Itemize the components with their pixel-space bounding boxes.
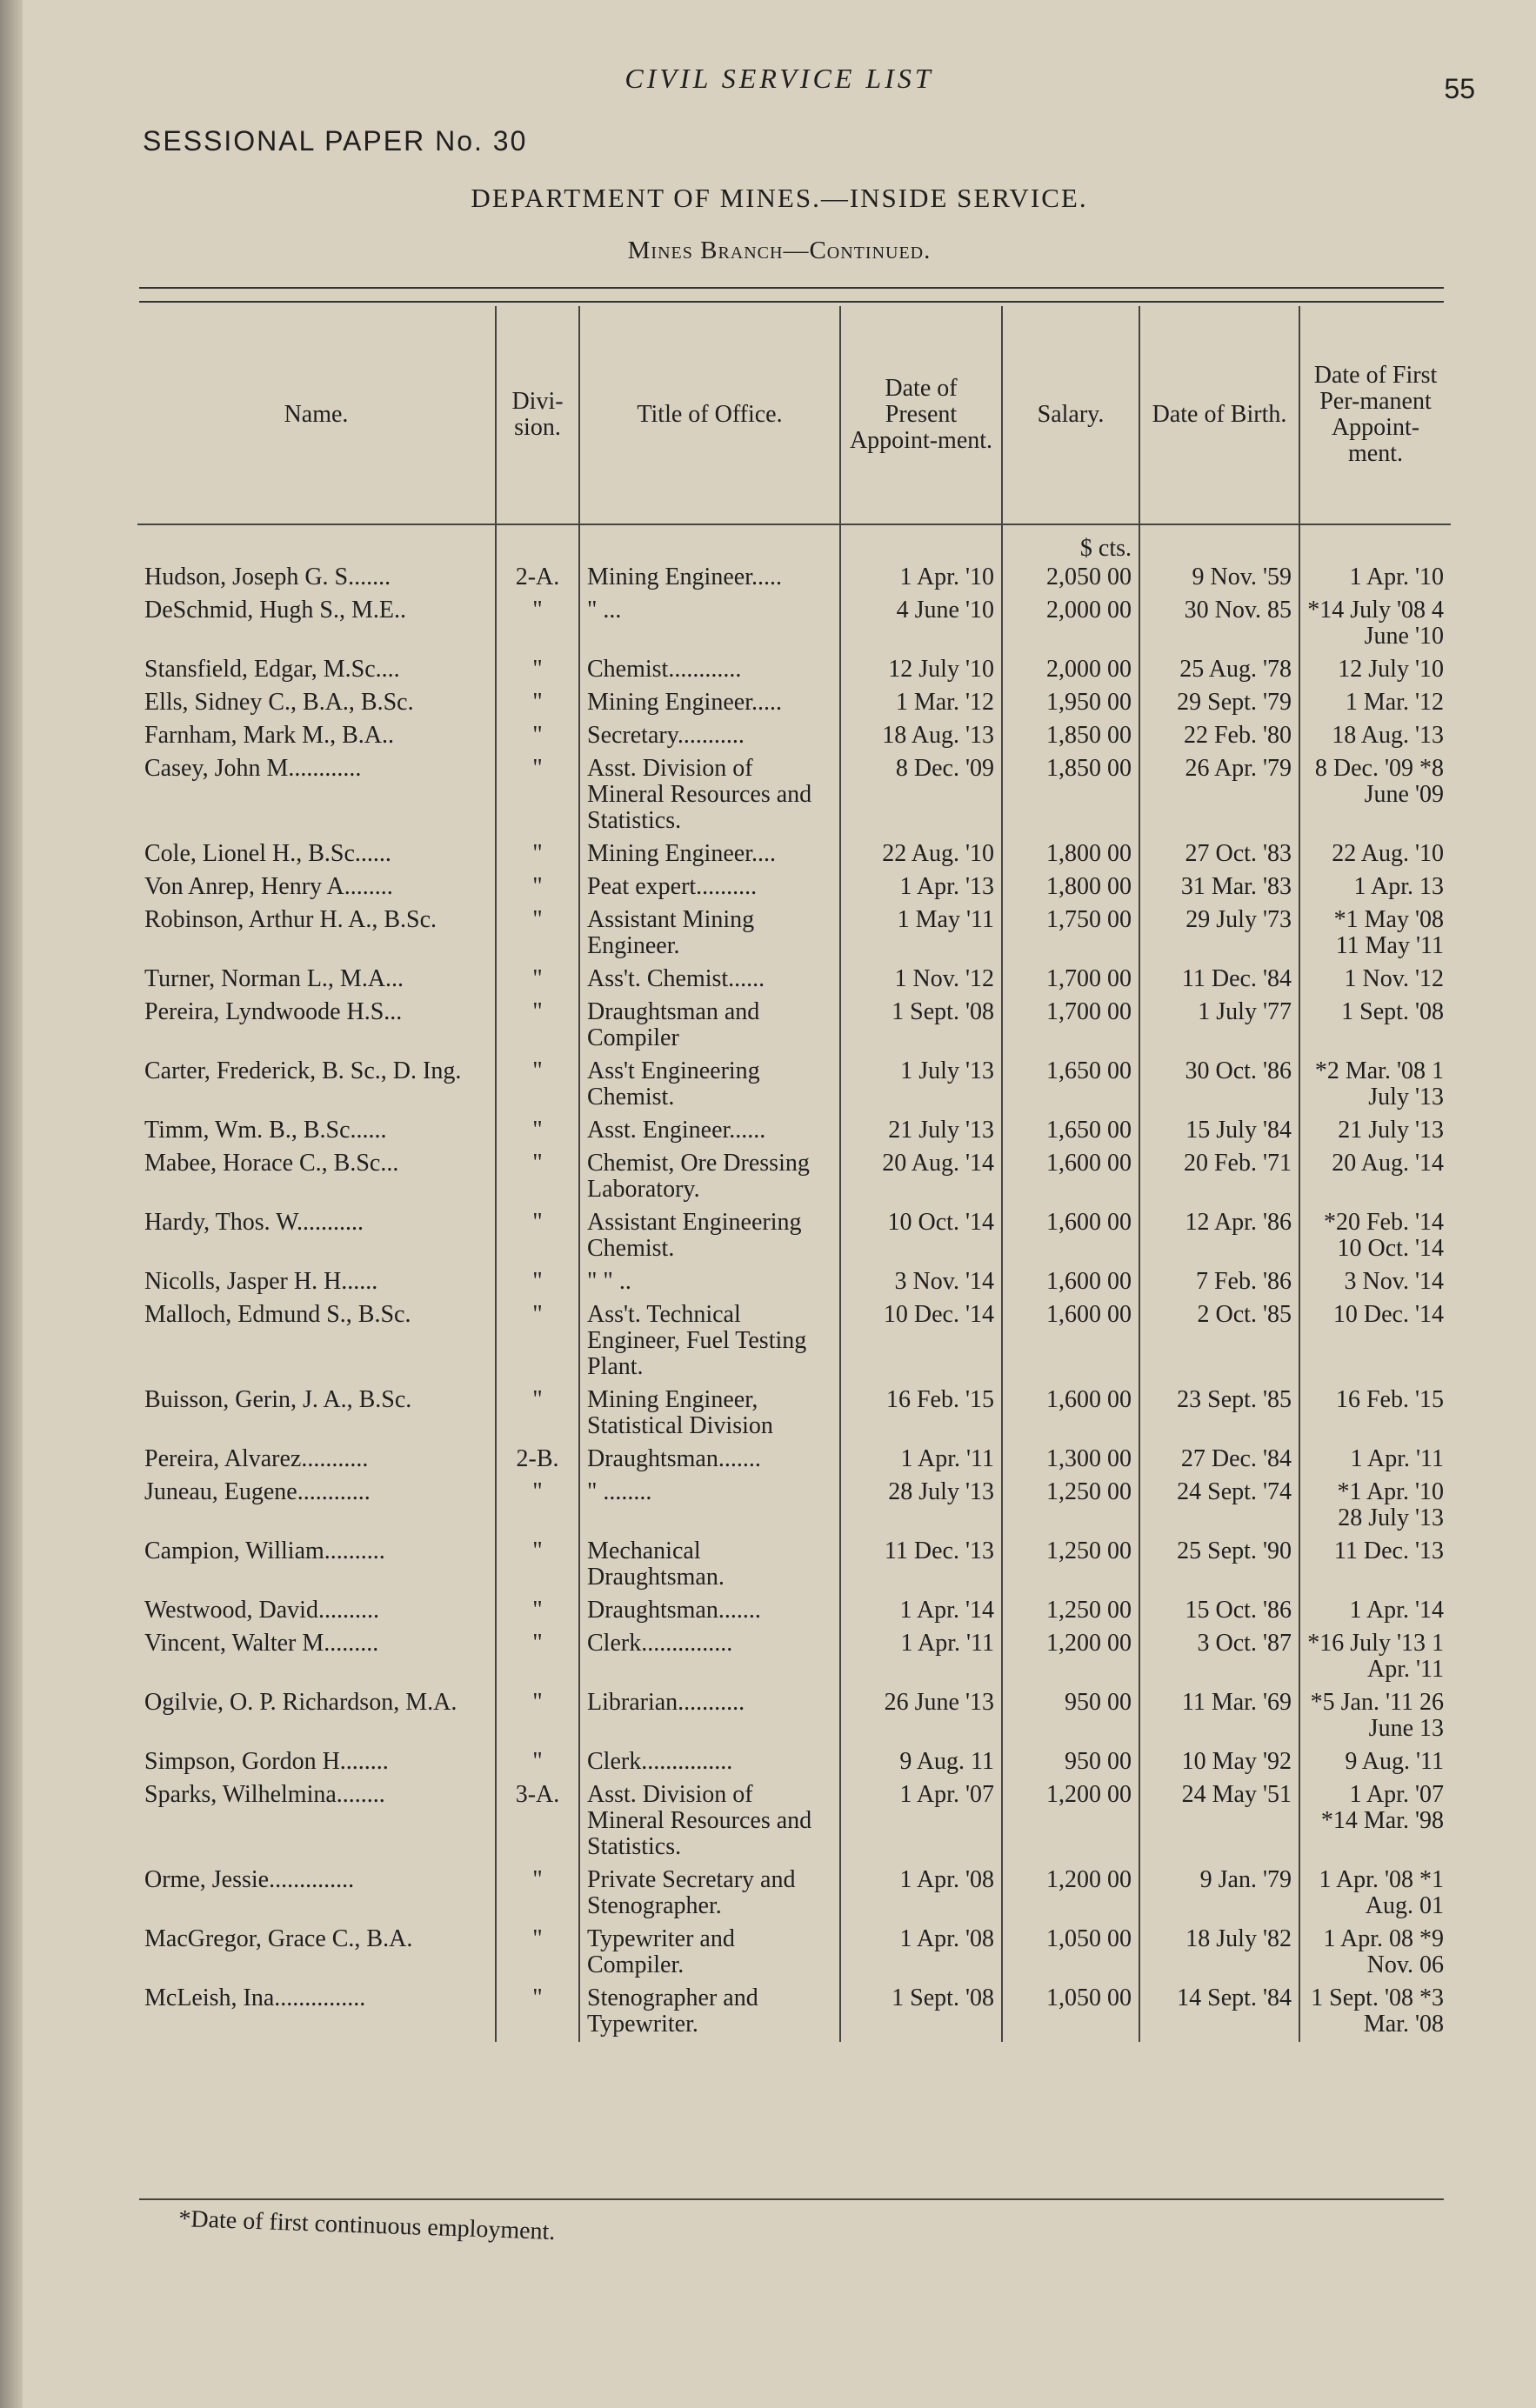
cell-division: " [496, 1595, 579, 1628]
table-row [137, 1595, 1451, 1628]
cell-date-present: 1 Apr. '08 [840, 1924, 1002, 1983]
cell-date-present: 1 Apr. '10 [840, 562, 1002, 595]
cell-date-birth: 10 May '92 [1139, 1746, 1299, 1779]
table-row [137, 720, 1451, 753]
cell-division: " [496, 595, 579, 654]
service-list-table-wrap [137, 306, 1451, 2219]
page-number: 55 [1444, 73, 1475, 104]
cell-first-appointment: 1 Apr. '11 [1299, 1444, 1451, 1477]
cell-title: Secretary........... [579, 720, 840, 753]
cell-date-birth: 30 Oct. '86 [1139, 1056, 1299, 1115]
cell-division: " [496, 720, 579, 753]
table-row [137, 1628, 1451, 1687]
cell-name: MacGregor, Grace C., B.A. [144, 1925, 413, 1952]
cell-name: Vincent, Walter M......... [144, 1630, 379, 1657]
cell-date-present: 1 Sept. '08 [840, 997, 1002, 1056]
cell-date-present: 1 July '13 [840, 1056, 1002, 1115]
cell-date-present: 1 Nov. '12 [840, 964, 1002, 997]
cell-title: " ........ [579, 1477, 840, 1536]
cell-division: " [496, 687, 579, 720]
cell-title: " ... [579, 595, 840, 654]
cell-first-appointment: 3 Nov. '14 [1299, 1266, 1451, 1299]
cell-first-appointment: 1 Apr. 13 [1299, 871, 1451, 904]
cell-name: DeSchmid, Hugh S., M.E.. [144, 597, 406, 624]
cell-name: Orme, Jessie.............. [144, 1866, 355, 1893]
cell-name: Nicolls, Jasper H. H...... [144, 1268, 378, 1295]
cell-division: " [496, 1148, 579, 1207]
cell-name: Mabee, Horace C., B.Sc... [144, 1150, 399, 1177]
cell-salary: 1,200 00 [1002, 1864, 1139, 1924]
table-row [137, 1477, 1451, 1536]
cell-division: " [496, 838, 579, 871]
cell-name: Pereira, Lyndwoode H.S... [144, 998, 403, 1025]
table-row [137, 1687, 1451, 1746]
cell-date-present: 1 Apr. '11 [840, 1628, 1002, 1687]
cell-name: Cole, Lionel H., B.Sc...... [144, 840, 391, 867]
cell-date-birth: 22 Feb. '80 [1139, 720, 1299, 753]
cell-salary: 1,200 00 [1002, 1779, 1139, 1864]
cell-date-birth: 25 Aug. '78 [1139, 654, 1299, 687]
cell-date-birth: 30 Nov. 85 [1139, 595, 1299, 654]
table-row [137, 1148, 1451, 1207]
cell-salary: 950 00 [1002, 1687, 1139, 1746]
table-row [137, 904, 1451, 964]
cell-first-appointment: 21 July '13 [1299, 1115, 1451, 1148]
cell-first-appointment: *14 July '08 4 June '10 [1299, 595, 1451, 654]
cell-first-appointment: 10 Dec. '14 [1299, 1299, 1451, 1384]
cell-title: Chemist............ [579, 654, 840, 687]
cell-first-appointment: 1 Sept. '08 [1299, 997, 1451, 1056]
cell-salary: 1,800 00 [1002, 871, 1139, 904]
cell-salary: 1,950 00 [1002, 687, 1139, 720]
cell-division: " [496, 1536, 579, 1595]
cell-name: Carter, Frederick, B. Sc., D. Ing. [144, 1057, 462, 1084]
cell-date-birth: 25 Sept. '90 [1139, 1536, 1299, 1595]
cell-division: " [496, 1056, 579, 1115]
running-title: CIVIL SERVICE LIST [624, 63, 934, 94]
cell-salary: 1,650 00 [1002, 1056, 1139, 1115]
cell-title: Clerk............... [579, 1746, 840, 1779]
cell-salary: 2,000 00 [1002, 595, 1139, 654]
cell-date-present: 11 Dec. '13 [840, 1536, 1002, 1595]
cell-first-appointment: *1 May '08 11 May '11 [1299, 904, 1451, 964]
cell-title: Mechanical Draughtsman. [579, 1536, 840, 1595]
cell-title: Draughtsman....... [579, 1444, 840, 1477]
cell-name: Robinson, Arthur H. A., B.Sc. [144, 906, 437, 933]
cell-date-present: 28 July '13 [840, 1477, 1002, 1536]
cell-salary: 950 00 [1002, 1746, 1139, 1779]
cell-title: Mining Engineer, Statistical Division [579, 1384, 840, 1444]
cell-division: " [496, 904, 579, 964]
service-list-table [137, 306, 1451, 2042]
cell-date-birth: 31 Mar. '83 [1139, 871, 1299, 904]
cell-salary: 1,600 00 [1002, 1384, 1139, 1444]
cell-division: " [496, 1983, 579, 2042]
cell-first-appointment: *1 Apr. '10 28 July '13 [1299, 1477, 1451, 1536]
cell-division: " [496, 1687, 579, 1746]
cell-name: Simpson, Gordon H........ [144, 1748, 389, 1775]
cell-first-appointment: 18 Aug. '13 [1299, 720, 1451, 753]
table-row [137, 1207, 1451, 1266]
cell-title: Stenographer and Typewriter. [579, 1983, 840, 2042]
cell-name: Hudson, Joseph G. S....... [144, 564, 391, 590]
cell-date-birth: 27 Oct. '83 [1139, 838, 1299, 871]
cell-salary: 1,800 00 [1002, 838, 1139, 871]
cell-name: McLeish, Ina............... [144, 1984, 366, 2011]
cell-date-present: 12 July '10 [840, 654, 1002, 687]
cell-date-birth: 1 July '77 [1139, 997, 1299, 1056]
cell-name: Timm, Wm. B., B.Sc...... [144, 1117, 387, 1144]
cell-title: Librarian........... [579, 1687, 840, 1746]
cell-date-birth: 29 Sept. '79 [1139, 687, 1299, 720]
table-row [137, 1779, 1451, 1864]
cell-first-appointment: *2 Mar. '08 1 July '13 [1299, 1056, 1451, 1115]
cell-name: Von Anrep, Henry A........ [144, 873, 393, 900]
cell-first-appointment: 1 Apr. '08 *1 Aug. 01 [1299, 1864, 1451, 1924]
cell-division: " [496, 1864, 579, 1924]
cell-date-present: 20 Aug. '14 [840, 1148, 1002, 1207]
cell-division: " [496, 1207, 579, 1266]
cell-division: " [496, 871, 579, 904]
cell-name: Sparks, Wilhelmina........ [144, 1781, 385, 1808]
cell-date-birth: 3 Oct. '87 [1139, 1628, 1299, 1687]
table-row [137, 1444, 1451, 1477]
cell-title: Peat expert.......... [579, 871, 840, 904]
table-top-rule [139, 287, 1444, 289]
cell-name: Ogilvie, O. P. Richardson, M.A. [144, 1689, 457, 1716]
cell-title: Mining Engineer..... [579, 687, 840, 720]
cell-date-birth: 11 Dec. '84 [1139, 964, 1299, 997]
cell-name: Casey, John M............ [144, 755, 362, 782]
cell-date-present: 1 Apr. '11 [840, 1444, 1002, 1477]
cell-date-present: 1 May '11 [840, 904, 1002, 964]
document-page [23, 0, 1536, 2408]
cell-name: Turner, Norman L., M.A... [144, 965, 404, 992]
cell-date-present: 22 Aug. '10 [840, 838, 1002, 871]
cell-division: " [496, 997, 579, 1056]
salary-unit-row [137, 524, 1451, 562]
cell-date-birth: 24 Sept. '74 [1139, 1477, 1299, 1536]
cell-first-appointment: 1 Apr. '10 [1299, 562, 1451, 595]
cell-salary: 1,750 00 [1002, 904, 1139, 964]
table-body [137, 524, 1451, 2042]
cell-date-birth: 18 July '82 [1139, 1924, 1299, 1983]
cell-first-appointment: 8 Dec. '09 *8 June '09 [1299, 753, 1451, 838]
cell-salary: 2,000 00 [1002, 654, 1139, 687]
sessional-paper-label: SESSIONAL PAPER No. 30 [143, 125, 528, 157]
cell-first-appointment: 1 Apr. '14 [1299, 1595, 1451, 1628]
table-row [137, 997, 1451, 1056]
cell-date-present: 1 Apr. '07 [840, 1779, 1002, 1864]
cell-name: Stansfield, Edgar, M.Sc.... [144, 656, 400, 683]
cell-name: Juneau, Eugene............ [144, 1478, 371, 1505]
table-row [137, 1983, 1451, 2042]
table-row [137, 1266, 1451, 1299]
table-top-rule-2 [139, 301, 1444, 303]
cell-salary: 1,200 00 [1002, 1628, 1139, 1687]
cell-salary: 2,050 00 [1002, 562, 1139, 595]
cell-first-appointment: *5 Jan. '11 26 June 13 [1299, 1687, 1451, 1746]
table-row [137, 871, 1451, 904]
table-row [137, 1924, 1451, 1983]
cell-salary: 1,600 00 [1002, 1299, 1139, 1384]
page-binding-edge [0, 0, 23, 2408]
cell-first-appointment: 1 Apr. 08 *9 Nov. 06 [1299, 1924, 1451, 1983]
cell-first-appointment: 20 Aug. '14 [1299, 1148, 1451, 1207]
cell-first-appointment: 12 July '10 [1299, 654, 1451, 687]
department-heading: DEPARTMENT OF MINES.—INSIDE SERVICE. [471, 183, 1088, 213]
cell-title: Asst. Engineer...... [579, 1115, 840, 1148]
cell-date-present: 1 Apr. '14 [840, 1595, 1002, 1628]
cell-salary: 1,250 00 [1002, 1595, 1139, 1628]
cell-first-appointment: 9 Aug. '11 [1299, 1746, 1451, 1779]
cell-first-appointment: 22 Aug. '10 [1299, 838, 1451, 871]
cell-first-appointment: 1 Nov. '12 [1299, 964, 1451, 997]
cell-salary: 1,300 00 [1002, 1444, 1139, 1477]
cell-date-birth: 27 Dec. '84 [1139, 1444, 1299, 1477]
cell-date-birth: 23 Sept. '85 [1139, 1384, 1299, 1444]
cell-salary: 1,700 00 [1002, 997, 1139, 1056]
cell-title: Draughtsman....... [579, 1595, 840, 1628]
cell-first-appointment: 1 Apr. '07 *14 Mar. '98 [1299, 1779, 1451, 1864]
cell-division: " [496, 1746, 579, 1779]
cell-title: Asst. Division of Mineral Resources and Statistics. [579, 753, 840, 838]
cell-date-present: 16 Feb. '15 [840, 1384, 1002, 1444]
cell-salary: 1,650 00 [1002, 1115, 1139, 1148]
cell-title: Private Secretary and Stenographer. [579, 1864, 840, 1924]
table-row [137, 687, 1451, 720]
cell-salary: 1,600 00 [1002, 1148, 1139, 1207]
cell-name: Campion, William.......... [144, 1538, 385, 1564]
cell-date-present: 1 Sept. '08 [840, 1983, 1002, 2042]
cell-first-appointment: 16 Feb. '15 [1299, 1384, 1451, 1444]
cell-salary: 1,050 00 [1002, 1924, 1139, 1983]
cell-date-present: 4 June '10 [840, 595, 1002, 654]
cell-salary: 1,850 00 [1002, 753, 1139, 838]
cell-date-birth: 14 Sept. '84 [1139, 1983, 1299, 2042]
cell-date-birth: 29 July '73 [1139, 904, 1299, 964]
cell-salary: 1,850 00 [1002, 720, 1139, 753]
cell-salary: 1,050 00 [1002, 1983, 1139, 2042]
table-row [137, 753, 1451, 838]
cell-division: 3-A. [496, 1779, 579, 1864]
cell-salary: 1,700 00 [1002, 964, 1139, 997]
cell-title: Ass't. Chemist...... [579, 964, 840, 997]
cell-title: Assistant Mining Engineer. [579, 904, 840, 964]
cell-date-birth: 24 May '51 [1139, 1779, 1299, 1864]
cell-division: 2-A. [496, 562, 579, 595]
cell-division: " [496, 654, 579, 687]
cell-date-birth: 9 Nov. '59 [1139, 562, 1299, 595]
cell-title: Chemist, Ore Dressing Laboratory. [579, 1148, 840, 1207]
cell-title: Assistant Engineering Chemist. [579, 1207, 840, 1266]
header-salary: Salary. [1002, 306, 1139, 524]
cell-date-present: 9 Aug. 11 [840, 1746, 1002, 1779]
salary-unit: $ cts. [1002, 524, 1139, 562]
cell-division: " [496, 1299, 579, 1384]
cell-date-birth: 2 Oct. '85 [1139, 1299, 1299, 1384]
cell-date-present: 3 Nov. '14 [840, 1266, 1002, 1299]
cell-date-birth: 9 Jan. '79 [1139, 1864, 1299, 1924]
table-row [137, 654, 1451, 687]
cell-first-appointment: 11 Dec. '13 [1299, 1536, 1451, 1595]
cell-division: " [496, 1924, 579, 1983]
cell-title: Clerk............... [579, 1628, 840, 1687]
cell-date-birth: 11 Mar. '69 [1139, 1687, 1299, 1746]
header-row [137, 306, 1451, 524]
cell-division: " [496, 753, 579, 838]
cell-date-present: 1 Mar. '12 [840, 687, 1002, 720]
cell-title: Asst. Division of Mineral Resources and Statistics. [579, 1779, 840, 1864]
cell-name: Farnham, Mark M., B.A.. [144, 722, 394, 749]
cell-title: Ass't Engineering Chemist. [579, 1056, 840, 1115]
cell-division: " [496, 1384, 579, 1444]
cell-name: Ells, Sidney C., B.A., B.Sc. [144, 689, 414, 716]
header-date-present: Date of Present Appoint-ment. [840, 306, 1002, 524]
cell-division: " [496, 1628, 579, 1687]
cell-division: " [496, 1477, 579, 1536]
cell-title: Ass't. Technical Engineer, Fuel Testing Plant. [579, 1299, 840, 1384]
table-bottom-rule [139, 2198, 1444, 2200]
footnote: *Date of first continuous employment. [177, 2205, 556, 2246]
cell-title: Draughtsman and Compiler [579, 997, 840, 1056]
cell-date-present: 10 Dec. '14 [840, 1299, 1002, 1384]
header-division: Divi-sion. [496, 306, 579, 524]
cell-title: " " .. [579, 1266, 840, 1299]
table-row [137, 838, 1451, 871]
table-row [137, 1864, 1451, 1924]
header-name: Name. [137, 306, 496, 524]
table-row [137, 964, 1451, 997]
table-row [137, 1384, 1451, 1444]
cell-salary: 1,250 00 [1002, 1536, 1139, 1595]
cell-date-birth: 7 Feb. '86 [1139, 1266, 1299, 1299]
cell-date-present: 8 Dec. '09 [840, 753, 1002, 838]
cell-salary: 1,600 00 [1002, 1207, 1139, 1266]
table-row [137, 562, 1451, 595]
cell-date-present: 10 Oct. '14 [840, 1207, 1002, 1266]
cell-title: Mining Engineer..... [579, 562, 840, 595]
cell-division: " [496, 1266, 579, 1299]
cell-name: Pereira, Alvarez........... [144, 1445, 369, 1472]
cell-date-birth: 12 Apr. '86 [1139, 1207, 1299, 1266]
cell-date-present: 26 June '13 [840, 1687, 1002, 1746]
cell-name: Westwood, David.......... [144, 1597, 379, 1624]
branch-heading: Mines Branch—Continued. [627, 237, 932, 264]
cell-first-appointment: 1 Mar. '12 [1299, 687, 1451, 720]
cell-date-birth: 20 Feb. '71 [1139, 1148, 1299, 1207]
cell-salary: 1,250 00 [1002, 1477, 1139, 1536]
cell-title: Mining Engineer.... [579, 838, 840, 871]
cell-name: Hardy, Thos. W........... [144, 1209, 364, 1236]
cell-date-birth: 15 Oct. '86 [1139, 1595, 1299, 1628]
header-title: Title of Office. [579, 306, 840, 524]
cell-date-birth: 26 Apr. '79 [1139, 753, 1299, 838]
cell-date-present: 1 Apr. '08 [840, 1864, 1002, 1924]
table-row [137, 1746, 1451, 1779]
cell-division: " [496, 1115, 579, 1148]
table-row [137, 1536, 1451, 1595]
table-row [137, 1115, 1451, 1148]
header-first-appointment: Date of First Per-manent Appoint-ment. [1299, 306, 1451, 524]
table-row [137, 595, 1451, 654]
cell-date-present: 1 Apr. '13 [840, 871, 1002, 904]
cell-first-appointment: 1 Sept. '08 *3 Mar. '08 [1299, 1983, 1451, 2042]
table-row [137, 1056, 1451, 1115]
header-birth: Date of Birth. [1139, 306, 1299, 524]
cell-name: Malloch, Edmund S., B.Sc. [144, 1301, 411, 1328]
cell-first-appointment: *16 July '13 1 Apr. '11 [1299, 1628, 1451, 1687]
cell-date-present: 21 July '13 [840, 1115, 1002, 1148]
cell-first-appointment: *20 Feb. '14 10 Oct. '14 [1299, 1207, 1451, 1266]
cell-salary: 1,600 00 [1002, 1266, 1139, 1299]
cell-division: 2-B. [496, 1444, 579, 1477]
cell-date-present: 18 Aug. '13 [840, 720, 1002, 753]
cell-title: Typewriter and Compiler. [579, 1924, 840, 1983]
cell-date-birth: 15 July '84 [1139, 1115, 1299, 1148]
table-row [137, 1299, 1451, 1384]
cell-division: " [496, 964, 579, 997]
cell-name: Buisson, Gerin, J. A., B.Sc. [144, 1386, 412, 1413]
